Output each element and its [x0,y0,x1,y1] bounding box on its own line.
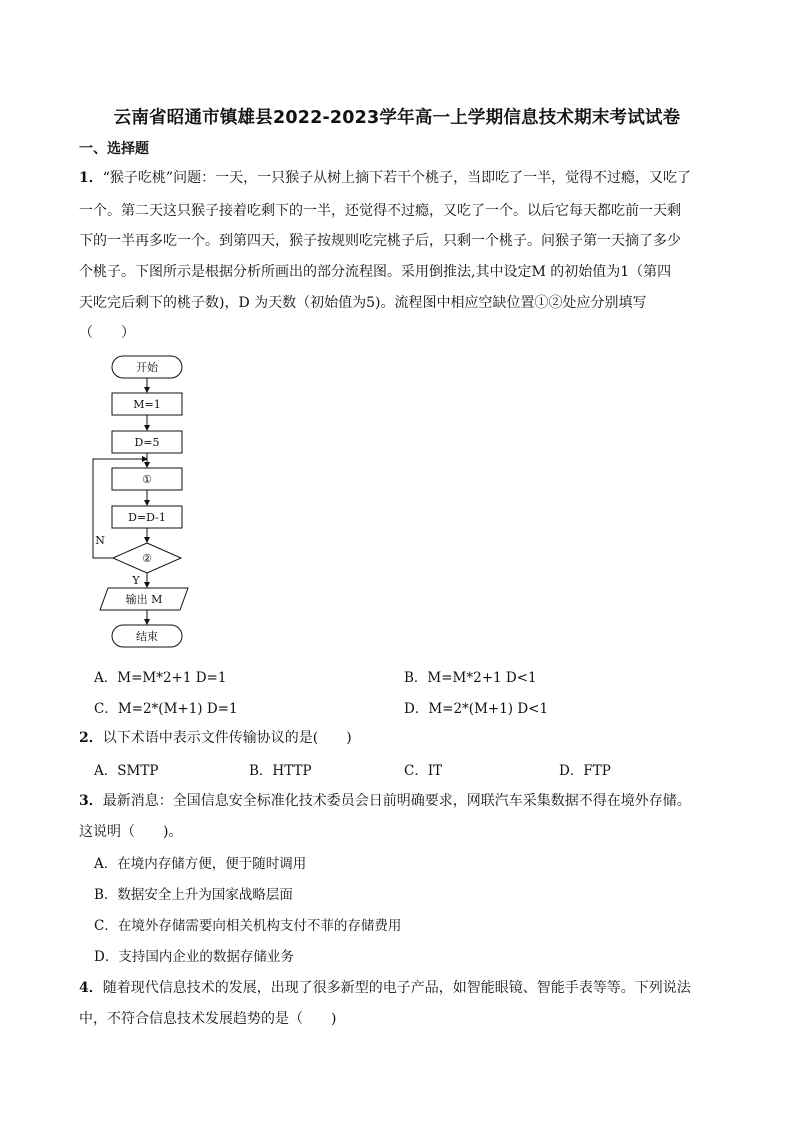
q3-line-2: 这说明（ )。 [79,824,183,840]
section-heading: 一、选择题 [79,141,149,157]
q3-text-1: 最新消息：全国信息安全标准化技术委员会日前明确要求，网联汽车采集数据不得在境外存储。 [102,793,691,809]
q1-text-1: “猴子吃桃”问题：一天，一只猴子从树上摘下若干个桃子，当即吃了一半，觉得不过瘾，又吃了 [102,170,692,186]
q3-option-d[interactable]: D．支持国内企业的数据存储业务 [94,949,294,965]
q1-line-1 [79,167,691,187]
flowchart [88,352,208,652]
flow-step1-label: M=1 [133,398,161,411]
q1-line-3: 下的一半再多吃一个。到第四天，猴子按规则吃完桃子后，只剩一个桃子。问猴子第一天摘了多少 [79,233,681,249]
q3-number: 3． [79,793,103,809]
flow-no-label: N [95,534,105,547]
q3-line-1 [79,790,691,810]
q1-option-a[interactable]: A．M=M*2+1 D=1 [94,670,227,686]
q1-option-b[interactable]: B．M=M*2+1 D<1 [404,670,537,686]
q2-option-a[interactable]: A．SMTP [94,763,159,779]
q1-option-d[interactable]: D．M=2*(M+1) D<1 [404,701,549,717]
q2-option-d[interactable]: D．FTP [559,763,611,779]
flow-end-label: 结束 [136,630,158,643]
flow-yes-label: Y [132,574,140,587]
flow-step4-label: D=D-1 [128,511,166,524]
exam-title: 云南省昭通市镇雄县2022-2023学年高一上学期信息技术期末考试试卷 [113,108,681,128]
q3-option-a[interactable]: A．在境内存储方便，便于随时调用 [94,856,307,872]
q2-option-b[interactable]: B．HTTP [249,763,312,779]
q4-line-2: 中，不符合信息技术发展趋势的是（ ) [79,1011,337,1027]
q2-option-c[interactable]: C．IT [404,763,443,779]
q4-line-1 [79,977,691,997]
q1-line-5: 天吃完后剩下的桃子数)，D 为天数（初始值为5)。流程图中相应空缺位置①②处应分别填写 [79,295,647,311]
q1-line-2: 一个。第二天这只猴子接着吃剩下的一半，还觉得不过瘾，又吃了一个。以后它每天都吃前一天剩 [79,203,681,219]
q2-line-1 [79,727,352,747]
flow-decision-label: ② [142,552,152,565]
q1-line-4: 个桃子。下图所示是根据分析所画出的部分流程图。采用倒推法,其中设定M 的初始值为1（第四 [79,264,672,280]
flow-output-label: 输出 M [125,593,163,606]
q1-number: 1． [79,170,103,186]
q3-option-c[interactable]: C．在境外存储需要向相关机构支付不菲的存储费用 [94,918,402,934]
flow-start-label: 开始 [136,361,158,374]
flow-step2-label: D=5 [134,436,160,449]
flow-step3-label: ① [142,473,152,486]
q1-option-c[interactable]: C．M=2*(M+1) D=1 [94,701,238,717]
q2-text: 以下术语中表示文件传输协议的是( ) [102,730,352,746]
q2-number: 2． [79,730,103,746]
q4-number: 4． [79,980,103,996]
q3-option-b[interactable]: B．数据安全上升为国家战略层面 [94,887,293,903]
q4-text-1: 随着现代信息技术的发展，出现了很多新型的电子产品，如智能眼镜、智能手表等等。下列说法 [102,980,691,996]
q1-line-6: （ ） [79,325,135,341]
